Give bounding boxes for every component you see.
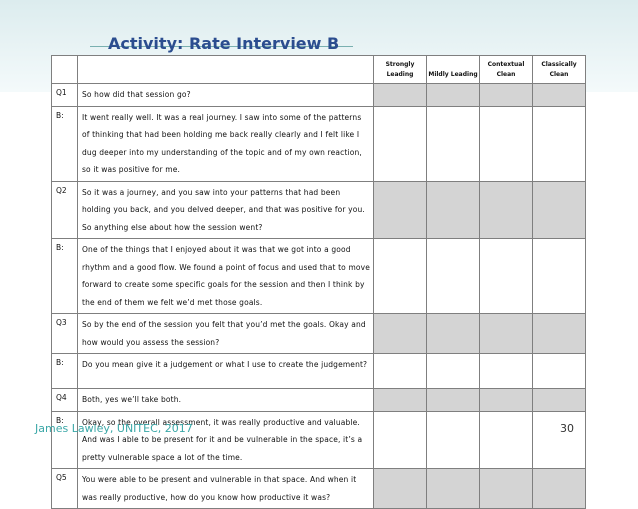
question-text: So it was a journey, and you saw into your patterns that had been holding you back, and you delved deeper, and that was positive for you. So anything else about how the session went? [78,181,374,239]
rating-table [51,55,586,509]
blank-cell [533,354,586,389]
answer-row [52,354,586,389]
blank-cell [480,106,533,181]
blank-cell [533,239,586,314]
slide-title: Activity: Rate Interview B [108,34,340,53]
question-text: Both, yes we’ll take both. [78,389,374,412]
row-label: B: [52,106,78,181]
header-contextual-clean: Contextual Clean [480,56,533,84]
blank-cell [533,411,586,469]
question-row [52,181,586,239]
header-strongly-leading: Strongly Leading [374,56,427,84]
page-number: 30 [560,422,574,435]
question-row [52,314,586,354]
row-label: B: [52,239,78,314]
rating-cell[interactable] [374,84,427,107]
row-label: Q5 [52,469,78,509]
blank-cell [374,239,427,314]
rating-cell[interactable] [533,389,586,412]
rating-cell[interactable] [533,181,586,239]
blank-cell [427,354,480,389]
blank-cell [374,411,427,469]
answer-text: It went really well. It was a real journey. I saw into some of the patterns of thinking that had been holding me back really clearly and I felt like I dug deeper into my understanding of the topic and of my own reaction, so it was positive for me. [78,106,374,181]
row-label: Q1 [52,84,78,107]
blank-cell [480,411,533,469]
rating-cell[interactable] [480,314,533,354]
rating-cell[interactable] [533,469,586,509]
rating-cell[interactable] [374,314,427,354]
question-text: So by the end of the session you felt that you’d met the goals. Okay and how would you assess the session? [78,314,374,354]
table-header-row [52,56,586,84]
question-text: You were able to be present and vulnerable in that space. And when it was really productive, how do you know how productive it was? [78,469,374,509]
row-label: Q2 [52,181,78,239]
blank-cell [374,354,427,389]
answer-text: One of the things that I enjoyed about it was that we got into a good rhythm and a good flow. We found a point of focus and used that to move forward to create some specific goals for the session and then I think by the end of them we felt we’d met those goals. [78,239,374,314]
rating-cell[interactable] [480,469,533,509]
blank-cell [480,239,533,314]
rating-cell[interactable] [480,389,533,412]
rating-cell[interactable] [427,181,480,239]
answer-row [52,239,586,314]
rating-cell[interactable] [374,389,427,412]
question-row [52,389,586,412]
rating-cell[interactable] [480,84,533,107]
rating-cell[interactable] [427,469,480,509]
row-label: B: [52,411,78,469]
blank-cell [480,354,533,389]
rating-cell[interactable] [374,181,427,239]
question-row [52,469,586,509]
rating-cell[interactable] [427,314,480,354]
blank-cell [427,239,480,314]
row-label: Q4 [52,389,78,412]
blank-cell [427,411,480,469]
question-row [52,84,586,107]
header-classically-clean: Classically Clean [533,56,586,84]
rating-cell[interactable] [480,181,533,239]
row-label: B: [52,354,78,389]
blank-cell [374,106,427,181]
answer-row [52,106,586,181]
header-blank [78,56,374,84]
header-mildly-leading: Mildly Leading [427,56,480,84]
question-text: So how did that session go? [78,84,374,107]
footer-credit: James Lawley, UNITEC, 2017 [35,422,193,435]
rating-cell[interactable] [427,389,480,412]
answer-row [52,411,586,469]
blank-cell [427,106,480,181]
rating-cell[interactable] [374,469,427,509]
rating-cell[interactable] [427,84,480,107]
rating-cell[interactable] [533,314,586,354]
blank-cell [533,106,586,181]
rating-cell[interactable] [533,84,586,107]
answer-text: Okay, so the overall assessment, it was really productive and valuable. And was I able to be present for it and be vulnerable in the space, it’s a pretty vulnerable space a lot of the time. [78,411,374,469]
header-corner [52,56,78,84]
answer-text: Do you mean give it a judgement or what I use to create the judgement? [78,354,374,389]
row-label: Q3 [52,314,78,354]
